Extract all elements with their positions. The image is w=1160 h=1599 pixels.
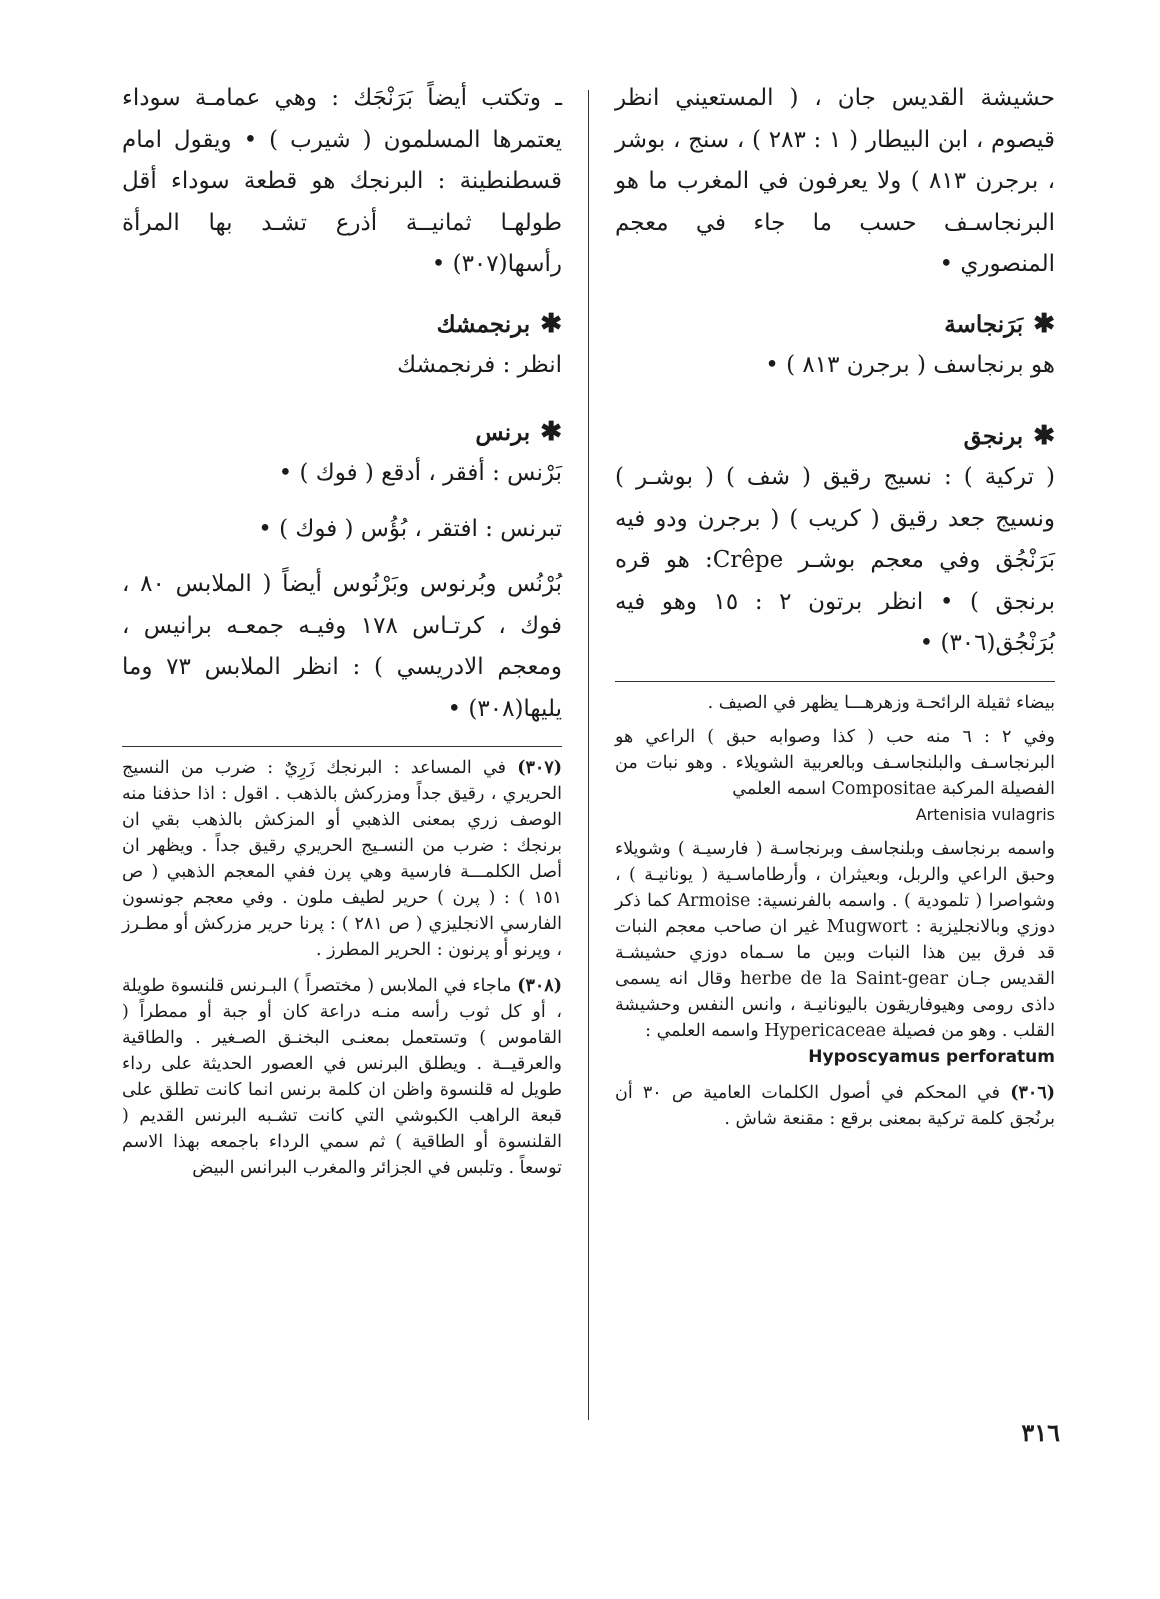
footnote-separator: [615, 681, 1055, 682]
footnote-307: [122, 755, 562, 963]
asterisk-icon: ✱: [540, 308, 562, 339]
entry-burnus: [122, 412, 562, 730]
entry-text: بُرْنُس وبُرنوس وبَرْنُوس أيضاً ( الملابس ٨٠ ، فوك ، كرتـاس ١٧٨ وفيـه جمعـه برانيس ، ومعجم الادريسي ) : انظر الملابس ٧٣ وما يليها(٣٠٨) •: [122, 571, 563, 722]
footnote-separator: [122, 746, 562, 747]
entry-headword: برنس: [475, 419, 531, 446]
entry-text: انظر : فرنجمشك: [397, 351, 562, 378]
entry-headword: برنجمشك: [436, 310, 531, 338]
asterisk-icon: ✱: [1033, 421, 1055, 451]
footnote-number: (٣٠٦): [1010, 1082, 1055, 1103]
footnote-text: في المحكم في أصول الكلمات العامية ص ٣٠ أن برنُجق كلمة تركية بمعنى برقع : مقنعة شاش .: [615, 1082, 1055, 1129]
entry-text: تبرنس : افتقر ، بُؤُس ( فوك ) •: [258, 515, 562, 542]
entry-baranjaq: [615, 416, 1055, 665]
right-column: [615, 78, 1055, 1142]
entry-text: هو برنجاسف ( برجرن ٨١٣ ) •: [765, 351, 1055, 378]
footnote-306: [615, 1080, 1055, 1132]
entry-text: بَرْنس : أفقر ، أدقع ( فوك ) •: [278, 460, 562, 486]
footnote-308: [122, 973, 562, 1181]
footnote-number: (٣٠٧): [517, 758, 562, 778]
footnote-continuation: [615, 690, 1055, 1070]
entry-headword: برنجق: [963, 423, 1024, 450]
footnote-text: في المساعد : البرنجك زَرِيٌ : ضرب من النسيج الحريري ، رقيق جداً ومزركش بالذهب . اقول : اذا حذفنا منه الوصف زري بمعنى الذهبي أو المزكش بالذهب بقي ان برنجك : ضرب من النسـيج الحريري رقيق جداً . ويظهر ان أصل الكلمـــة فارسية وهي پرن ففي المعجم الذهبي ( ص ١٥١ ) : ( پرن ) حرير لطيف ملون . وفي معجم جونسون الفارسي الانجليزي ( ص ٢٨١ ) : پرنا حرير مزركش أو مطـرز ، وپرنو أو پرنون : الحرير المطرز .: [122, 758, 562, 960]
asterisk-icon: ✱: [540, 417, 562, 447]
footnote-text: ماجاء في الملابس ( مختصراً ) البـرنس قلنسوة طويلة ، أو كل ثوب رأسه منـه دراعة كان أو جبة أو ممطراً ( القاموس ) وتستعمل بمعنـى البخنـق الصـغير . والطاقية والعرقيــة . ويطلق البرنس في العصور الحديثة على رداء طويل له قلنسوة واظن ان كلمة برنس انما كانت تطلق على قبعة الراهب الكبوشي التي كانت تشـبه البرنس القديم ( القلنسوة أو الطاقية ) ثم سمي الرداء باجمعه بهذا الاسم توسعاً . وتلبس في الجزائر والمغرب البرانس البيض: [122, 976, 562, 1178]
asterisk-icon: ✱: [1033, 308, 1055, 339]
entry-baranjasa: [615, 304, 1055, 387]
footnote-text: واسمه برنجاسف وبلنجاسف وبرنجاسـة ( فارسيـة ) وشويلاء وحبق الراعي والربل، وبعيثران ، وأرطاماسـية ( يونانيـة ) ، وشواصرا ( تلمودية ) . واسمه بالفرنسية: Armoise كما ذكر دوزي وبالانجليزية : Mugwort غير ان صاحب معجم النبات قد فرق بين هذا النبات وبين ما سـماه دوزي حشيشـة القديس جـان herbe de la Saint-gear وقال انه يسمى داذى رومى وهيوفاريقون باليونانيـة ، وانس النفس وحشيشة القلب . وهو من فصيلة Hypericaceae واسمه العلمي :: [615, 838, 1056, 1041]
page-number: ٣١٦: [1021, 1418, 1060, 1447]
left-column: [122, 78, 562, 1191]
footnote-number: (٣٠٨): [517, 976, 562, 996]
entry-headword: بَرَنجاسة: [944, 310, 1024, 338]
entry-baranjamshak: [122, 304, 562, 387]
footnote-text: وفي ٢ : ٦ منه حب ( كذا وصوابه حبق ) الراعي هو البرنجاسـف والبلنجاسـف وبالعربية الشويلاء . وهو نبات من الفصيلة المركبة Compositae اسمه العلمي: [615, 726, 1055, 799]
latin-name: Hyposcyamus perforatum: [808, 1046, 1055, 1067]
column-divider: [588, 90, 589, 1420]
footnote-text: بيضاء ثقيلة الرائحـة وزهرهـــا يظهر في الصيف .: [707, 692, 1055, 713]
latin-name: Artenisia vulagris: [915, 804, 1055, 824]
entry-text: ( تركية ) : نسيج رقيق ( شف ) ( بوشـر ) ونسيج جعد رقيق ( كريب ) ( برجرن ودو فيه بَرَنْجُق وفي معجم بوشـر Crêpe: هو قره برنجق ) • انظر برتون ٢ : ١٥ وهو فيه بُرَنْجُق(٣٠٦) •: [615, 464, 1056, 656]
right-continuation-text: حشيشة القديس جان ، ( المستعيني انظر قيصوم ، ابن البيطار ( ١ : ٢٨٣ ) ، سنج ، بوشر ، برجرن ٨١٣ ) ولا يعرفون في المغرب ما هو البرنجاسـف حسب ما جاء في معجم المنصوري •: [615, 85, 1056, 277]
left-continuation-text: ـ وتكتب أيضاً بَرَنْجَك : وهي عمامـة سوداء يعتمرها المسلمون ( شيرب ) • ويقول امام قسطنطينة : البرنجك هو قطعة سوداء أقل طولهـا ثمانيــة أذرع تشـد بها المرأة رأسها(٣٠٧) •: [122, 85, 562, 277]
